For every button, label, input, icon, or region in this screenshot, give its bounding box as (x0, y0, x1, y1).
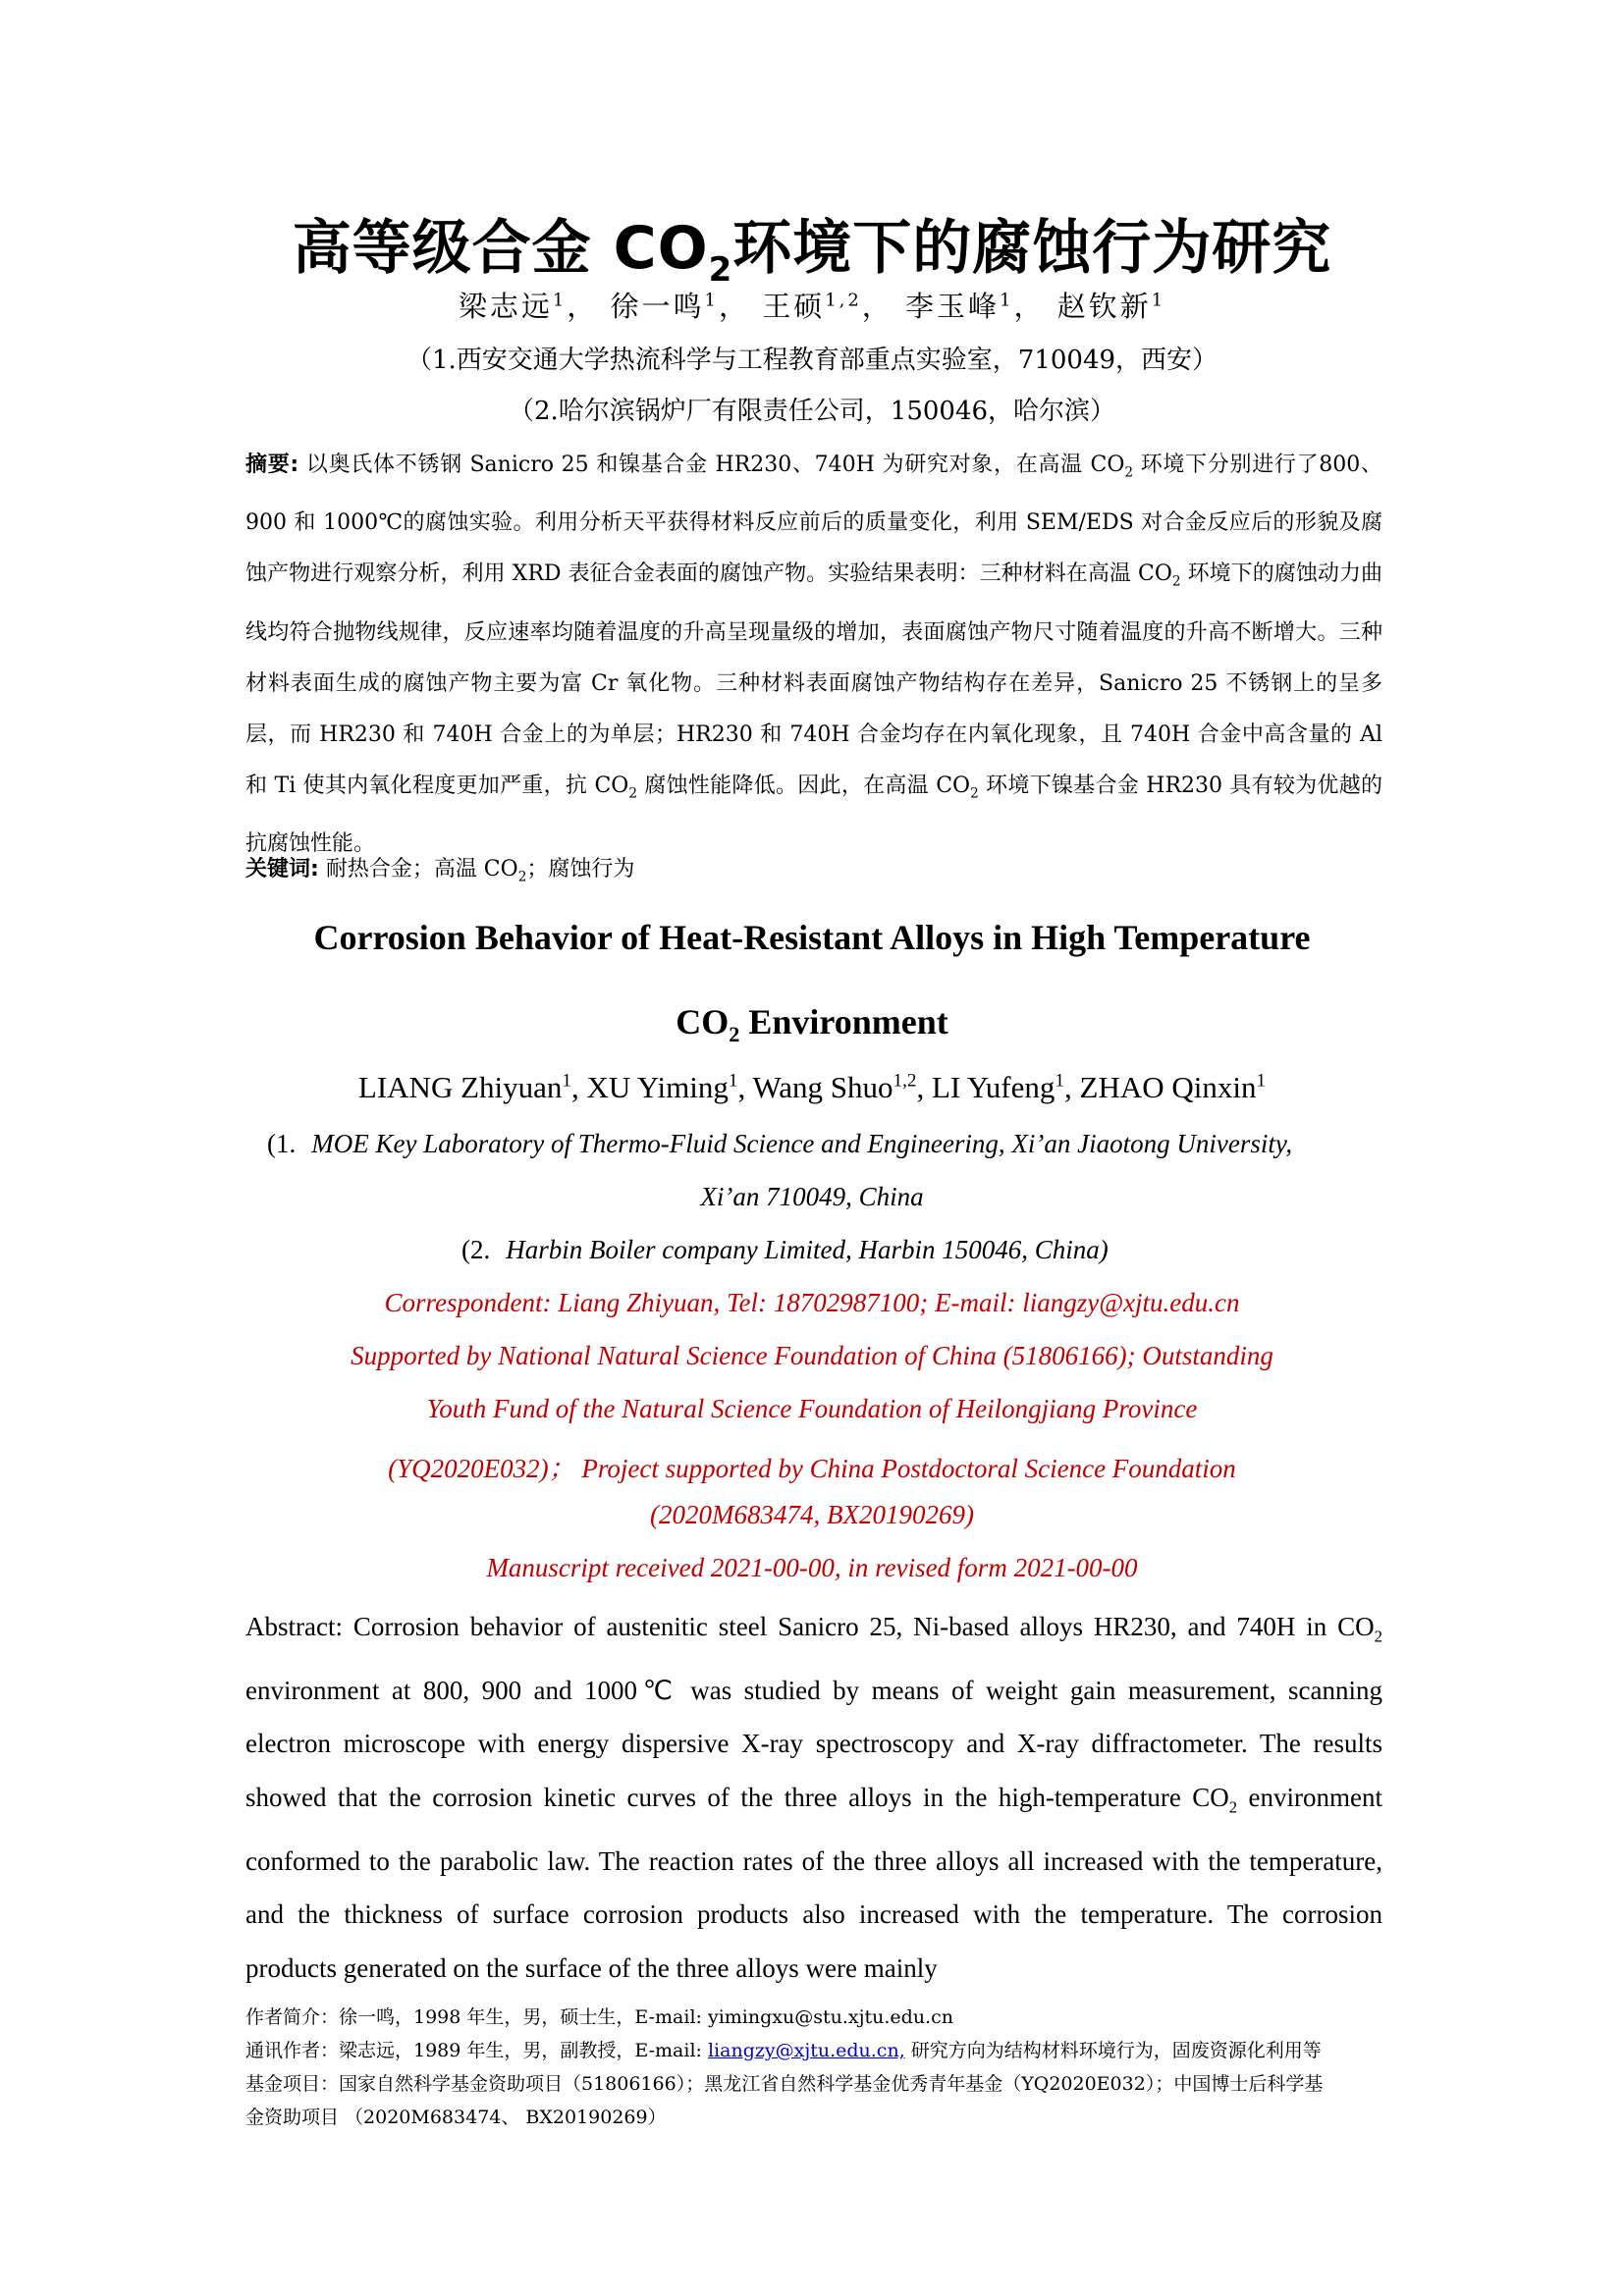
cn-title-pre: 高等级合金 CO (292, 214, 709, 283)
correspondent-line: Correspondent: Liang Zhiyuan, Tel: 18702987100; E-mail: liangzy@xjtu.edu.cn (384, 1288, 1240, 1317)
funding-line: Supported by National Natural Science Foundation of China (51806166); Outstanding (351, 1341, 1273, 1370)
subscript: 2 (1124, 464, 1134, 481)
cn-keywords-label: 关键词: (245, 857, 319, 881)
en-abstract-text: environment at 800, 900 and 1000℃ was studied by means of weight gain measurement, scanning electron microscope with energy dispersive X-ray spectroscopy and X-ray diffractometer. The results showed that the corrosion kinetic curves of the three alloys in the high-temperature CO (245, 1675, 1382, 1812)
cn-abstract (245, 440, 1382, 870)
en-affiliation-2 (461, 1235, 1109, 1265)
cn-author: 李玉峰 (905, 290, 1001, 323)
cn-affiliation-2: （2.哈尔滨锅炉厂有限责任公司，150046，哈尔滨） (508, 397, 1116, 426)
subscript: 2 (1374, 1627, 1382, 1646)
footnote-correspondent (245, 2036, 1382, 2062)
en-title-text: CO (676, 1002, 730, 1041)
cn-author-sep: ， (861, 290, 893, 323)
funding-line: (YQ2020E032)； Project supported by China Postdoctoral Science Foundation (388, 1454, 1236, 1483)
subscript: 2 (729, 1022, 740, 1047)
en-author-mark: 1,2 (893, 1070, 917, 1092)
en-author-mark: 1 (1055, 1070, 1065, 1092)
cn-author-mark: 1 (1151, 290, 1166, 311)
cn-author: 梁志远 (458, 290, 553, 323)
manuscript-dates: Manuscript received 2021-00-00, in revised form 2021-00-00 (486, 1553, 1138, 1582)
cn-author: 赵钦新 (1056, 290, 1152, 323)
footnote-author-bio: 作者简介：徐一鸣，1998 年生，男，硕士生，E-mail: yimingxu@stu.xjtu.edu.cn (245, 2006, 953, 2028)
funding-line: Youth Fund of the Natural Science Foundation of Heilongjiang Province (426, 1394, 1198, 1423)
subscript: 2 (1171, 573, 1181, 590)
en-affiliation-1-cont: Xi’an 710049, China (700, 1182, 924, 1211)
en-abstract-text: Abstract: Corrosion behavior of austenitic steel Sanicro 25, Ni-based alloys HR230, and 740H in CO (245, 1612, 1375, 1641)
en-abstract-text: environment conformed to the parabolic law. The reaction rates of the three alloys all increased with the temperature, and the thickness of surface corrosion products also increased with the temperature. The corrosion products generated on the surface of the three alloys were mainly (245, 1782, 1382, 1983)
en-abstract (245, 1600, 1382, 1995)
cn-author-sep: ， (718, 290, 750, 323)
cn-author-sep: ， (1013, 290, 1046, 323)
en-author: ZHAO Qinxin (1079, 1070, 1257, 1104)
cn-abstract-text: 以奥氏体不锈钢 Sanicro 25 和镍基合金 HR230、740H 为研究对象，在高温 CO (305, 453, 1125, 477)
footnote-funding-cont: 金资助项目 （2020M683474、 BX20190269） (245, 2107, 667, 2128)
subscript: 2 (628, 785, 638, 802)
en-author-mark: 1 (562, 1070, 571, 1092)
cn-keywords-text: ；腐蚀行为 (526, 857, 635, 881)
cn-abstract-label: 摘要: (245, 453, 299, 477)
en-author: LI Yufeng (932, 1070, 1056, 1104)
cn-title-sub: 2 (708, 250, 733, 290)
footnote-text: 研究方向为结构材料环境行为，固废资源化利用等 (904, 2040, 1322, 2061)
cn-title (0, 201, 1624, 290)
en-title-line-2 (0, 1001, 1624, 1047)
cn-author-mark: 1 (1000, 290, 1014, 311)
cn-author-mark: 1 (704, 290, 719, 311)
cn-author-mark: 1 (552, 290, 568, 311)
cn-keywords (245, 852, 634, 884)
en-affiliation-number: (1. (267, 1129, 297, 1158)
cn-author: 王硕 (762, 290, 826, 323)
en-authors: LIANG Zhiyuan$^1$, XU Yiming$^1$, Wang Shuo$^{1,2}$, LI Yufeng$^1$, ZHAO Qinxin$^1$ (357, 1070, 1267, 1104)
cn-author: 徐一鸣 (610, 290, 705, 323)
subscript: 2 (970, 785, 979, 802)
en-affiliation-number: (2. (461, 1235, 491, 1264)
en-author-mark: 1 (728, 1070, 738, 1092)
en-title-line-1: Corrosion Behavior of Heat-Resistant Alloys in High Temperature (313, 918, 1311, 957)
en-affiliation-text: Harbin Boiler company Limited, Harbin 150046, China) (506, 1235, 1109, 1264)
cn-author-sep: ， (567, 290, 599, 323)
en-author: Wang Shuo (752, 1070, 893, 1104)
funding-line: (2020M683474, BX20190269) (650, 1500, 974, 1529)
cn-author-mark: 1,2 (825, 290, 862, 311)
subscript: 2 (1228, 1797, 1238, 1817)
en-title-text: Environment (739, 1002, 948, 1041)
cn-abstract-text: 环境下镍基合金 HR230 具有较为优越的抗腐蚀性能。 (245, 773, 1382, 857)
en-affiliation-text: MOE Key Laboratory of Thermo-Fluid Science and Engineering, Xi’an Jiaotong University, (311, 1129, 1293, 1158)
cn-abstract-text: 环境下分别进行了800、900 和 1000℃的腐蚀实验。利用分析天平获得材料反应前后的质量变化，利用 SEM/EDS 对合金反应后的形貌及腐蚀产物进行观察分析，利用 XRD 表征合金表面的腐蚀产物。实验结果表明：三种材料在高温 CO (245, 453, 1382, 587)
footnote-funding: 基金项目：国家自然科学基金资助项目（51806166）；黑龙江省自然科学基金优秀青年基金（YQ2020E032）；中国博士后科学基 (245, 2073, 1324, 2095)
cn-title-post: 环境下的腐蚀行为研究 (732, 214, 1332, 283)
cn-affiliation-1: （1.西安交通大学热流科学与工程教育部重点实验室，710049，西安） (406, 346, 1218, 375)
email-link[interactable]: liangzy@xjtu.edu.cn, (707, 2040, 905, 2061)
en-author-mark: 1 (1256, 1070, 1267, 1092)
cn-keywords-text: 耐热合金；高温 CO (325, 857, 518, 881)
footnote-text: 通讯作者：梁志远，1989 年生，男，副教授，E-mail: (245, 2040, 708, 2061)
subscript: 2 (517, 869, 527, 885)
en-affiliation-1 (267, 1129, 1292, 1159)
cn-abstract-text: 腐蚀性能降低。因此，在高温 CO (637, 773, 971, 798)
cn-authors (0, 285, 1624, 325)
en-author: XU Yiming (586, 1070, 729, 1104)
en-author: LIANG Zhiyuan (357, 1070, 563, 1104)
cn-abstract-text: 环境下的腐蚀动力曲线均符合抛物线规律，反应速率均随着温度的升高呈现量级的增加，表面腐蚀产物尺寸随着温度的升高不断增大。三种材料表面生成的腐蚀产物主要为富 Cr 氧化物。三种材料表面腐蚀产物结构存在差异，Sanicro 25 不锈钢上的呈多层，而 HR230 和 740H 合金上的为单层；HR230 和 740H 合金均存在内氧化现象，且 740H 合金中高含量的 Al 和 Ti 使其内氧化程度更加严重，抗 CO (245, 561, 1382, 798)
